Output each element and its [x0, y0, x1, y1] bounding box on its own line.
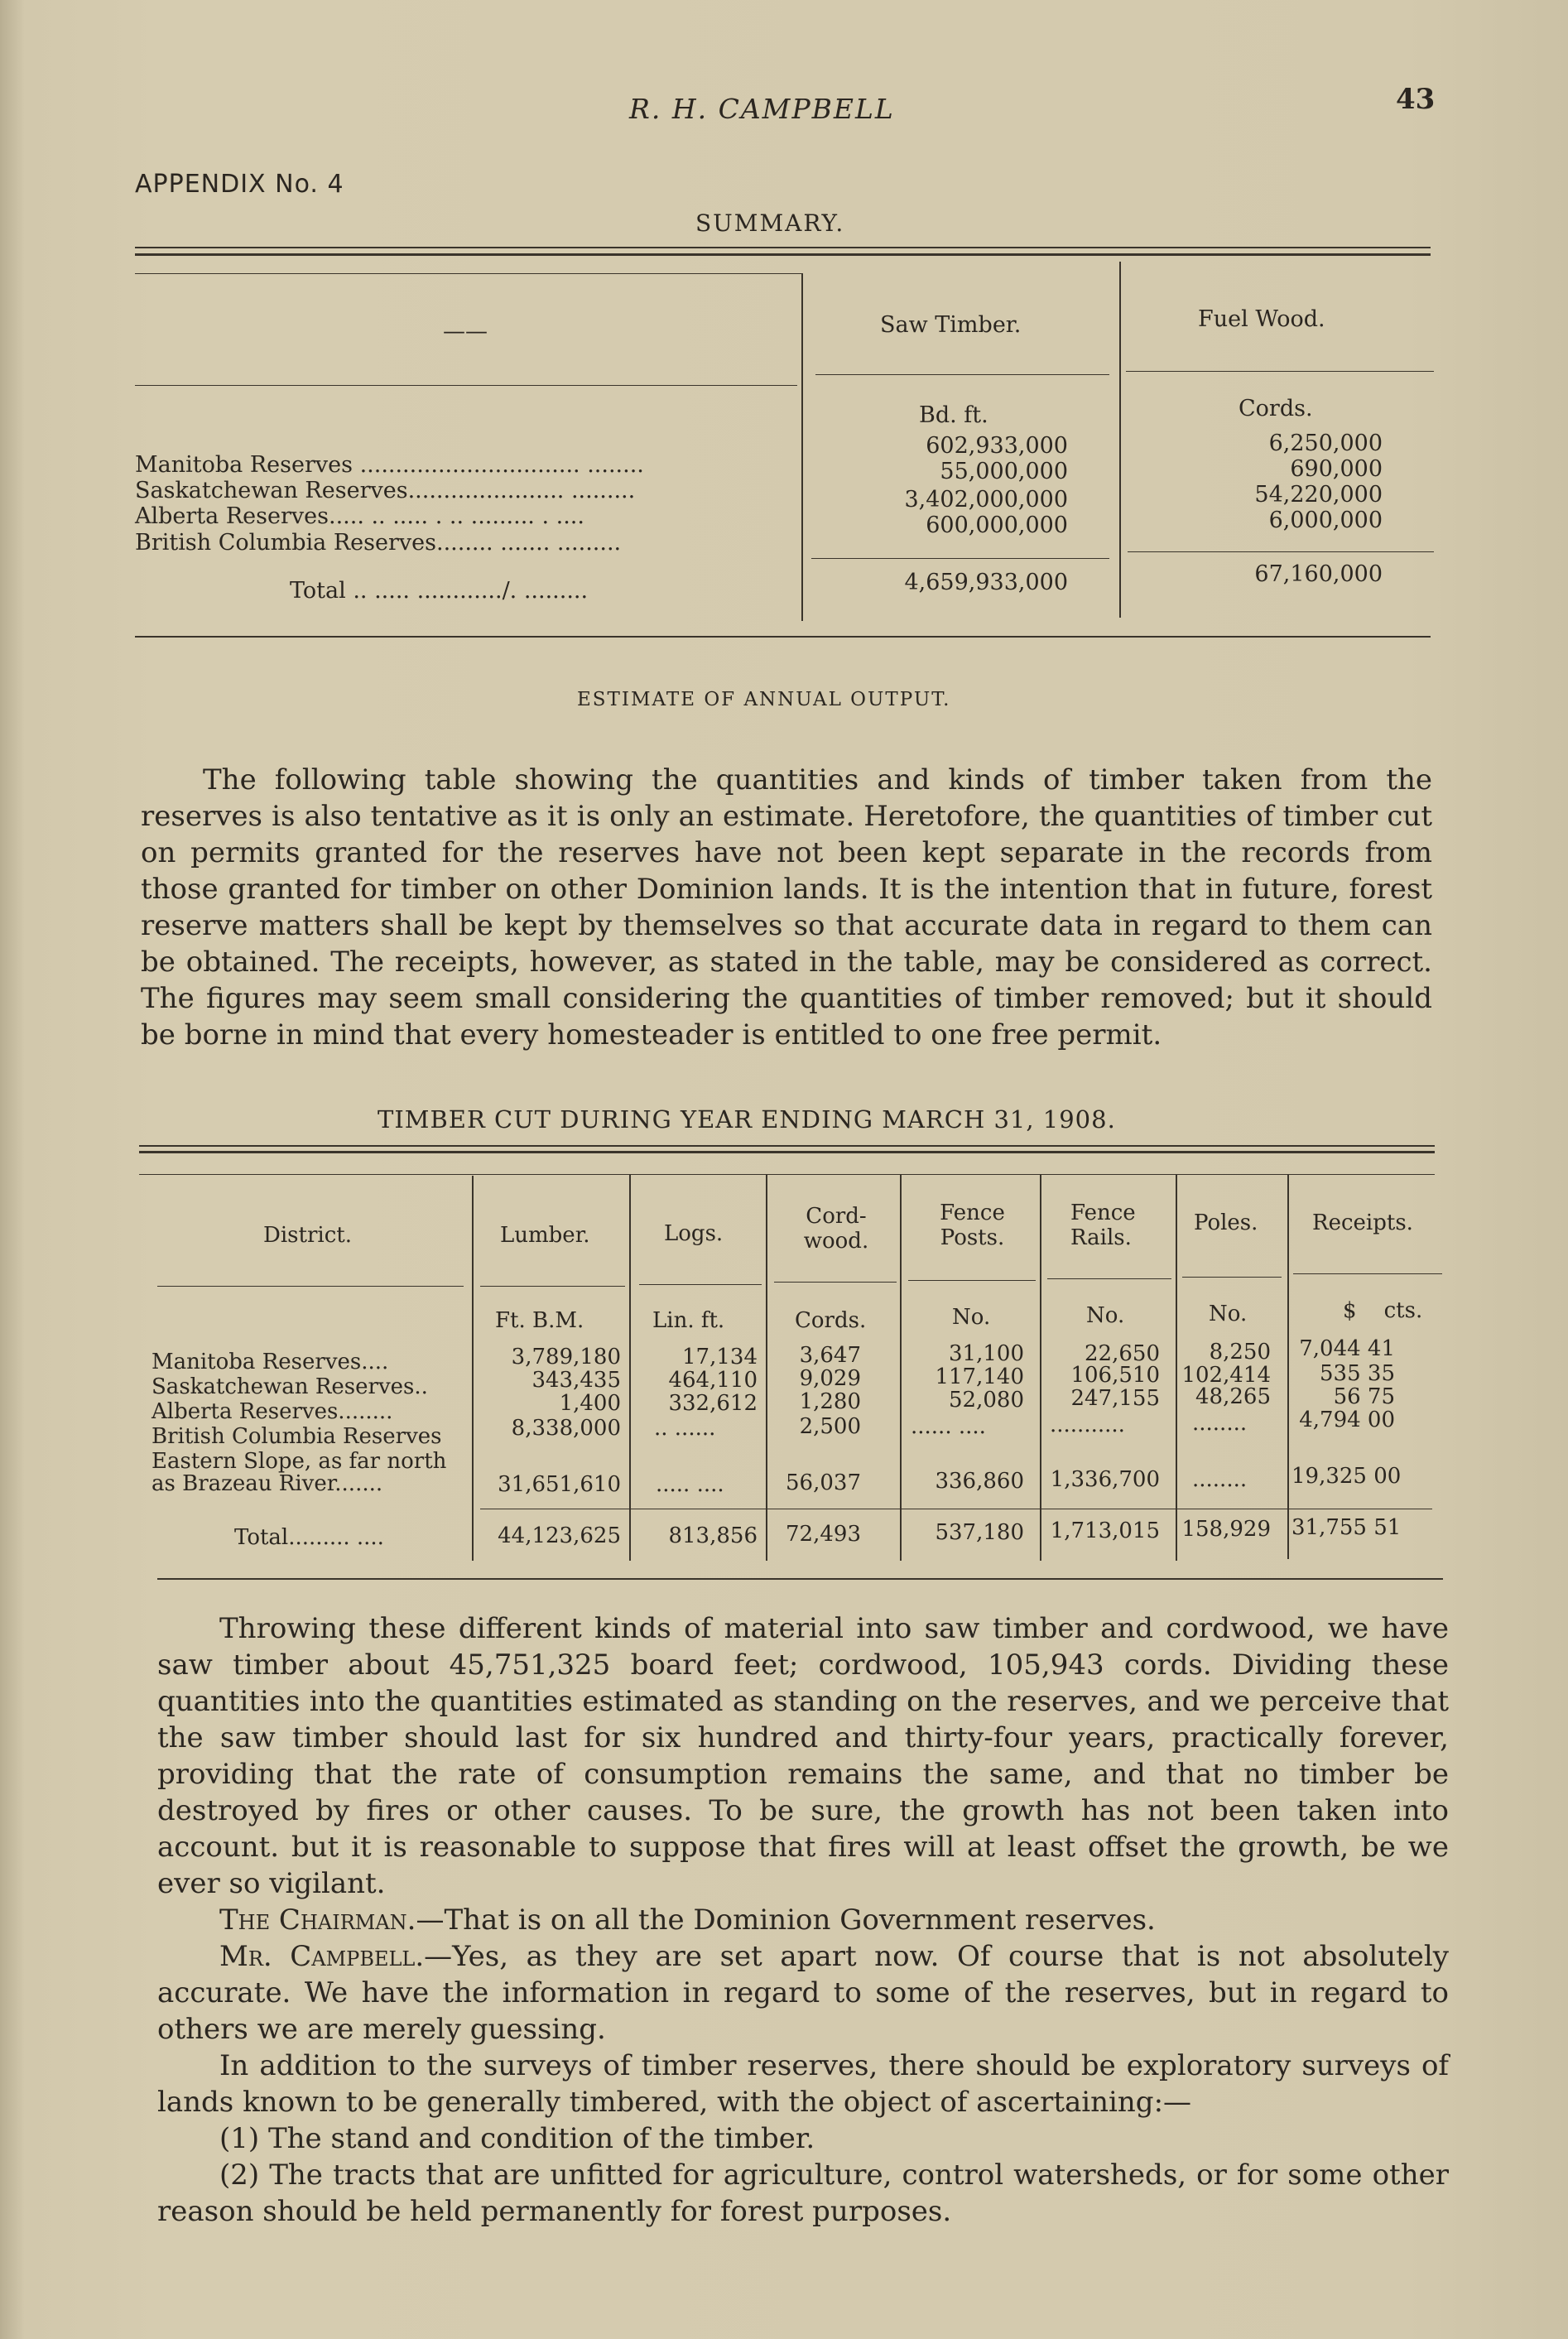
lumber-cell: 343,435 — [531, 1368, 621, 1393]
fence-posts-cell: 117,140 — [935, 1364, 1024, 1389]
timber-unit: No. — [952, 1305, 991, 1330]
logs-cell: ..... .... — [656, 1472, 724, 1497]
fence-posts-total: 537,180 — [935, 1520, 1024, 1545]
lumber-cell: 8,338,000 — [511, 1416, 621, 1441]
poles-cell: ........ — [1192, 1467, 1248, 1492]
cordwood-cell: 3,647 — [799, 1343, 861, 1368]
poles-cell: 8,250 — [1209, 1340, 1271, 1364]
timber-header-rule — [139, 1174, 1435, 1175]
logs-cell: 332,612 — [668, 1391, 758, 1416]
fence-posts-cell: ...... .... — [911, 1414, 986, 1439]
timber-col-divider — [1176, 1174, 1177, 1561]
timber-header-fence-posts: Fence Posts. — [940, 1201, 1005, 1250]
summary-row-label: Saskatchewan Reserves...................... ......... — [135, 478, 636, 503]
timber-unit: Lin. ft. — [652, 1308, 725, 1333]
summary-header-rule — [135, 273, 801, 274]
estimate-title: ESTIMATE OF ANNUAL OUTPUT. — [577, 689, 951, 710]
fence-rails-cell: ........... — [1050, 1413, 1125, 1437]
summary-col-saw-timber: Saw Timber. — [880, 312, 1022, 338]
timber-header-logs: Logs. — [664, 1221, 724, 1246]
timber-subheader-rule — [1047, 1278, 1171, 1279]
summary-col-divider-1 — [801, 273, 803, 621]
summary-unit-bdft: Bd. ft. — [919, 402, 988, 428]
timber-unit: $ cts. — [1343, 1298, 1423, 1323]
timber-top-rule — [139, 1145, 1435, 1147]
summary-row-saw: 602,933,000 — [926, 433, 1068, 459]
cordwood-cell: 1,280 — [799, 1389, 861, 1414]
timber-header-fence-rails: Fence Rails. — [1070, 1201, 1136, 1250]
timber-subheader-rule — [639, 1284, 762, 1285]
timber-col-divider — [1040, 1174, 1041, 1561]
timber-header-receipts: Receipts. — [1312, 1210, 1413, 1235]
summary-total-saw: 4,659,933,000 — [904, 570, 1068, 595]
summary-total-rule-fuel — [1128, 551, 1434, 552]
district-cell: Alberta Reserves........ — [152, 1399, 393, 1424]
timber-col-divider — [900, 1174, 902, 1561]
timber-top-rule-2 — [139, 1151, 1435, 1153]
timber-col-divider — [1287, 1174, 1289, 1559]
lumber-cell: 3,789,180 — [511, 1345, 621, 1369]
summary-total-fuel: 67,160,000 — [1254, 561, 1383, 587]
cordwood-cell: 9,029 — [799, 1366, 861, 1391]
paragraph: Throwing these different kinds of material into saw timber and cordwood, we have saw timber about 45,751,325 board feet; cordwood, 105,943 cords. Dividing these quantities into the quantities estimated as standing on the reserves, and we perceive that the saw timber should last for six hundred and thirty-four years, practically forever, providing that the rate of consumption remains the same, and that no timber be destroyed by fires or other causes. To be sure, the growth has not been taken into account. but it is reasonable to suppose that fires will at least offset the growth, be we ever so vigilant. — [157, 1612, 1449, 1900]
summary-col-divider-2 — [1119, 262, 1121, 618]
timber-unit: Cords. — [795, 1308, 867, 1333]
lumber-total: 44,123,625 — [498, 1523, 621, 1548]
timber-header-cordwood: Cord- wood. — [803, 1204, 869, 1254]
district-cell: Manitoba Reserves.... — [152, 1350, 389, 1374]
summary-row-saw: 600,000,000 — [926, 513, 1068, 538]
fence-rails-cell: 22,650 — [1085, 1341, 1160, 1366]
list-item: (1) The stand and condition of the timber. — [219, 2122, 815, 2155]
timber-col-divider — [629, 1174, 631, 1561]
summary-row-saw: 55,000,000 — [940, 459, 1068, 484]
logs-cell: .. ...... — [654, 1416, 716, 1441]
summary-subheader-rule-fuel — [1126, 371, 1434, 372]
fence-posts-cell: 31,100 — [949, 1341, 1024, 1366]
timber-subheader-rule — [157, 1286, 464, 1287]
summary-top-rule — [135, 247, 1431, 248]
timber-subheader-rule — [1182, 1277, 1282, 1278]
body-text — [157, 1610, 1449, 2230]
lumber-cell: 1,400 — [559, 1391, 621, 1416]
receipts-total: 31,755 51 — [1291, 1515, 1402, 1540]
timber-cut-title: TIMBER CUT DURING YEAR ENDING MARCH 31, 1908. — [378, 1105, 1116, 1133]
summary-row-saw: 3,402,000,000 — [904, 487, 1068, 513]
fence-posts-cell: 52,080 — [949, 1388, 1024, 1413]
summary-subheader-rule-saw — [815, 374, 1109, 375]
paragraph: Mr. Campbell.—Yes, as they are set apart now. Of course that is not absolutely accurate. We have the information in regard to some of the reserves, but in regard to others we are merely guessing. — [157, 1940, 1449, 2046]
paragraph: In addition to the surveys of timber reserves, there should be exploratory surveys of lands known to be generally timbered, with the object of ascertaining:— — [157, 2049, 1449, 2119]
fence-rails-cell: 1,336,700 — [1050, 1467, 1160, 1492]
poles-cell: ........ — [1192, 1411, 1248, 1436]
logs-cell: 464,110 — [668, 1368, 758, 1393]
summary-row-fuel: 690,000 — [1290, 456, 1383, 482]
summary-stub-header: —— — [443, 319, 488, 344]
timber-subheader-rule — [1293, 1273, 1442, 1274]
summary-subheader-rule-stub — [135, 385, 797, 386]
timber-header-district: District. — [263, 1223, 352, 1248]
fence-rails-cell: 247,155 — [1070, 1386, 1160, 1411]
timber-unit: No. — [1086, 1303, 1125, 1328]
fence-rails-total: 1,713,015 — [1050, 1518, 1160, 1543]
receipts-cell: 19,325 00 — [1291, 1464, 1402, 1489]
logs-cell: 17,134 — [682, 1345, 758, 1369]
summary-unit-cords: Cords. — [1239, 396, 1313, 421]
summary-bottom-rule — [135, 636, 1431, 638]
summary-row-label: Manitoba Reserves ............................... ........ — [135, 452, 644, 478]
receipts-cell: 4,794 00 — [1299, 1408, 1395, 1432]
summary-title: SUMMARY. — [695, 209, 845, 237]
summary-row-label: British Columbia Reserves........ ....... ......... — [135, 530, 622, 556]
timber-subheader-rule — [774, 1282, 897, 1283]
poles-cell: 102,414 — [1181, 1363, 1271, 1388]
cordwood-total: 72,493 — [786, 1522, 861, 1547]
timber-header-lumber: Lumber. — [500, 1223, 590, 1248]
timber-unit: Ft. B.M. — [495, 1308, 584, 1333]
timber-col-divider — [766, 1174, 767, 1561]
running-title: R. H. CAMPBELL — [629, 93, 895, 125]
summary-total-rule-saw — [811, 558, 1109, 559]
district-cell: British Columbia Reserves — [152, 1424, 442, 1449]
appendix-label: APPENDIX No. 4 — [135, 170, 344, 199]
receipts-cell: 535 35 — [1320, 1361, 1395, 1386]
district-cell: Eastern Slope, as far north as Brazeau River....... — [152, 1449, 447, 1496]
lumber-cell: 31,651,610 — [498, 1472, 621, 1497]
summary-row-fuel: 6,000,000 — [1268, 508, 1383, 533]
paragraph: The Chairman.—That is on all the Dominion Government reserves. — [219, 1903, 1156, 1937]
cordwood-cell: 2,500 — [799, 1414, 861, 1439]
timber-header-poles: Poles. — [1194, 1210, 1258, 1235]
total-label: Total......... .... — [234, 1525, 384, 1550]
summary-row-fuel: 54,220,000 — [1254, 482, 1383, 508]
district-cell: Saskatchewan Reserves.. — [152, 1374, 428, 1399]
timber-bottom-rule — [157, 1578, 1443, 1580]
timber-subheader-rule — [480, 1286, 625, 1287]
timber-unit: No. — [1209, 1302, 1248, 1326]
poles-total: 158,929 — [1181, 1517, 1271, 1542]
summary-total-label: Total .. ..... ............/. ......... — [290, 578, 589, 604]
summary-top-rule-2 — [135, 253, 1431, 256]
page-number: 43 — [1396, 83, 1436, 116]
receipts-cell: 56 75 — [1333, 1384, 1395, 1409]
estimate-paragraph: The following table showing the quantities and kinds of timber taken from the reserves is also tentative as it is only an estimate. Heretofore, the quantities of timber cut on permits granted for the reserves have not been kept separate in the records from those granted for timber on other Dominion lands. It is the intention that in future, forest reserve matters shall be kept by themselves so that accurate data in regard to them can be obtained. The receipts, however, as stated in the table, may be considered as correct. The figures may seem small considering the quantities of timber removed; but it should be borne in mind that every homesteader is entitled to one free permit. — [141, 763, 1432, 1052]
fence-posts-cell: 336,860 — [935, 1469, 1024, 1494]
receipts-cell: 7,044 41 — [1299, 1336, 1395, 1361]
summary-row-fuel: 6,250,000 — [1268, 431, 1383, 456]
summary-row-label: Alberta Reserves..... .. ..... . .. ......... . .... — [135, 503, 584, 529]
cordwood-cell: 56,037 — [786, 1470, 861, 1495]
summary-col-fuel-wood: Fuel Wood. — [1198, 306, 1325, 332]
list-item: (2) The tracts that are unfitted for agriculture, control watersheds, or for some other reason should be held permanently for forest purposes. — [157, 2159, 1449, 2228]
poles-cell: 48,265 — [1195, 1384, 1271, 1409]
timber-col-divider — [472, 1176, 474, 1561]
fence-rails-cell: 106,510 — [1070, 1363, 1160, 1388]
timber-subheader-rule — [908, 1280, 1036, 1281]
logs-total: 813,856 — [668, 1523, 758, 1548]
